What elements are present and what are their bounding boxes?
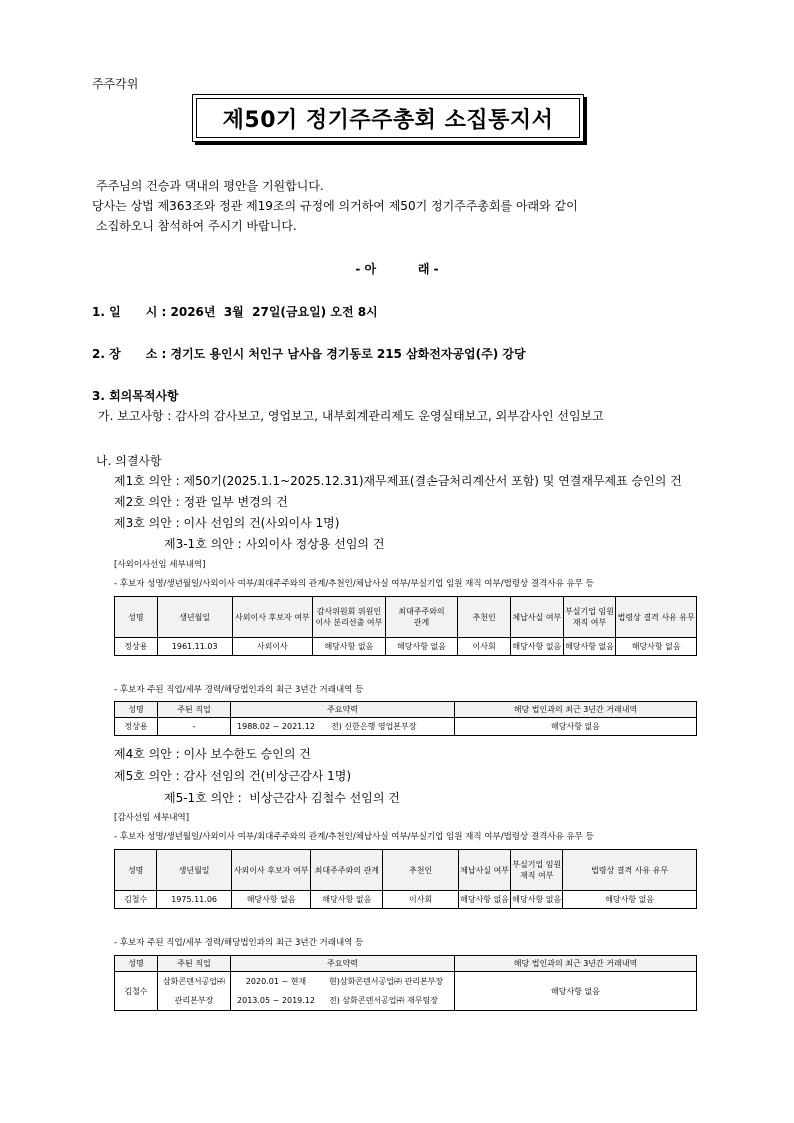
cell-name: 김철수 (115, 972, 158, 1011)
cell-period-1: 2020.01 ~ 현재 (231, 972, 322, 992)
cell-relation: 해당사항 없음 (385, 638, 458, 656)
director-table-1 (114, 596, 697, 656)
header-transactions: 해당 법인과의 최근 3년간 거래내역 (455, 956, 697, 972)
header-recommender: 추천인 (458, 597, 511, 638)
greeting-line-3: 소집하오니 참석하여 주시기 바랍니다. (96, 219, 297, 233)
cell-period-2: 2013.05 ~ 2019.12 (231, 991, 322, 1011)
director-note-1: - 후보자 성명/생년월일/사외이사 여부/최대주주와의 관계/추천인/체납사실 여부/부실기업 임원 재직 여부/법령상 결격사유 유무 등 (114, 579, 594, 589)
auditor-note-2: - 후보자 주된 직업/세부 경력/해당법인과의 최근 3년간 거래내역 등 (114, 938, 364, 948)
cell-disqualification: 해당사항 없음 (563, 891, 697, 909)
cell-birth: 1975.11.06 (157, 891, 231, 909)
header-career: 주요약력 (231, 702, 455, 718)
header-recommender: 추천인 (383, 850, 459, 891)
agenda-3: 제3호 의안 : 이사 선임의 건(사외이사 1명) (114, 516, 340, 530)
auditor-note-1: - 후보자 성명/생년월일/사외이사 여부/최대주주와의 관계/추천인/체납사실 여부/부실기업 임원 재직 여부/법령상 결격사유 유무 등 (114, 832, 594, 842)
page-title: 제50기 정기주주총회 소집통지서 (196, 98, 580, 138)
title-box (192, 94, 584, 142)
recipient: 주주각위 (92, 77, 139, 91)
header-job: 주된 직업 (158, 702, 231, 718)
item-date: 1. 일 시 : 2026년 3월 27일(금요일) 오전 8시 (92, 305, 378, 319)
cell-disqualification: 해당사항 없음 (616, 638, 697, 656)
header-tax: 체납사실 여부 (510, 597, 563, 638)
cell-insolvent: 해당사항 없음 (563, 638, 616, 656)
cell-name: 김철수 (115, 891, 157, 909)
report-items: 가. 보고사항 : 감사의 감사보고, 영업보고, 내부회계관리제도 운영실태보고, 외부감사인 선임보고 (98, 409, 604, 423)
cell-outside-director: 사외이사 (232, 638, 313, 656)
cell-transactions: 해당사항 없음 (455, 718, 697, 736)
cell-audit-committee: 해당사항 없음 (313, 638, 386, 656)
resolution-heading: 나. 의결사항 (96, 454, 162, 468)
below-heading: - 아 래 - (355, 262, 439, 276)
header-name: 성명 (115, 850, 157, 891)
header-insolvent: 부실기업 임원 재직 여부 (511, 850, 563, 891)
header-name: 성명 (115, 956, 158, 972)
cell-tax: 해당사항 없음 (510, 638, 563, 656)
cell-career-2: 전) 삼화콘덴서공업㈜ 재무팀장 (321, 991, 455, 1011)
header-birth: 생년월일 (157, 850, 231, 891)
agenda-3-1: 제3-1호 의안 : 사외이사 정상용 선임의 건 (164, 537, 385, 551)
item-place: 2. 장 소 : 경기도 용인시 처인구 남사읍 경기동로 215 삼화전자공업(주) 강당 (92, 347, 526, 361)
header-tax: 체납사실 여부 (458, 850, 510, 891)
header-insolvent: 부실기업 임원 재직 여부 (563, 597, 616, 638)
item-agenda-heading: 3. 회의목적사항 (92, 389, 179, 403)
header-outside-director: 사외이사 후보자 여부 (231, 850, 311, 891)
director-detail-label: [사외이사선임 세부내역] (114, 560, 206, 570)
cell-job: - (158, 718, 231, 736)
header-name: 성명 (115, 702, 158, 718)
cell-recommender: 이사회 (383, 891, 459, 909)
cell-career: 전) 신한은행 영업본부장 (321, 718, 455, 736)
cell-insolvent: 해당사항 없음 (511, 891, 563, 909)
greeting-line-1: 주주님의 건승과 댁내의 평안을 기원합니다. (96, 179, 324, 193)
agenda-5-1: 제5-1호 의안 : 비상근감사 김철수 선임의 건 (164, 791, 400, 805)
header-disqualification: 법령상 결격 사유 유무 (563, 850, 697, 891)
header-disqualification: 법령상 결격 사유 유무 (616, 597, 697, 638)
cell-name: 정상용 (115, 638, 158, 656)
header-birth: 생년월일 (157, 597, 232, 638)
director-table-2 (114, 701, 697, 736)
cell-career-1: 현)삼화콘덴서공업㈜ 관리본부장 (321, 972, 455, 992)
cell-relation: 해당사항 없음 (311, 891, 383, 909)
auditor-table-1 (114, 849, 697, 909)
agenda-4: 제4호 의안 : 이사 보수한도 승인의 건 (114, 747, 311, 761)
cell-name: 정상용 (115, 718, 158, 736)
header-name: 성명 (115, 597, 158, 638)
cell-outside-director: 해당사항 없음 (231, 891, 311, 909)
header-transactions: 해당 법인과의 최근 3년간 거래내역 (455, 702, 697, 718)
cell-job: 삼화콘덴서공업㈜ 관리본부장 (158, 972, 231, 1011)
header-audit-committee: 감사위원회 위원인 이사 분리선출 여부 (313, 597, 386, 638)
header-outside-director: 사외이사 후보자 여부 (232, 597, 313, 638)
cell-recommender: 이사회 (458, 638, 511, 656)
header-relation: 최대주주와의 관계 (385, 597, 458, 638)
cell-tax: 해당사항 없음 (458, 891, 510, 909)
cell-birth: 1961.11.03 (157, 638, 232, 656)
header-career: 주요약력 (231, 956, 455, 972)
agenda-1: 제1호 의안 : 제50기(2025.1.1~2025.12.31)재무제표(결손금처리계산서 포함) 및 연결재무제표 승인의 건 (114, 474, 682, 488)
agenda-2: 제2호 의안 : 정관 일부 변경의 건 (114, 495, 288, 509)
greeting-line-2: 당사는 상법 제363조와 정관 제19조의 규정에 의거하여 제50기 정기주주총회를 아래와 같이 (92, 199, 578, 213)
auditor-detail-label: [감사선임 세부내역] (114, 813, 190, 823)
header-relation: 최대주주와의 관계 (311, 850, 383, 891)
header-job: 주된 직업 (158, 956, 231, 972)
cell-period: 1988.02 ~ 2021.12 (231, 718, 322, 736)
cell-transactions: 해당사항 없음 (455, 972, 697, 1011)
auditor-table-2 (114, 955, 697, 1011)
director-note-2: - 후보자 주된 직업/세부 경력/해당법인과의 최근 3년간 거래내역 등 (114, 685, 364, 695)
agenda-5: 제5호 의안 : 감사 선임의 건(비상근감사 1명) (114, 769, 352, 783)
